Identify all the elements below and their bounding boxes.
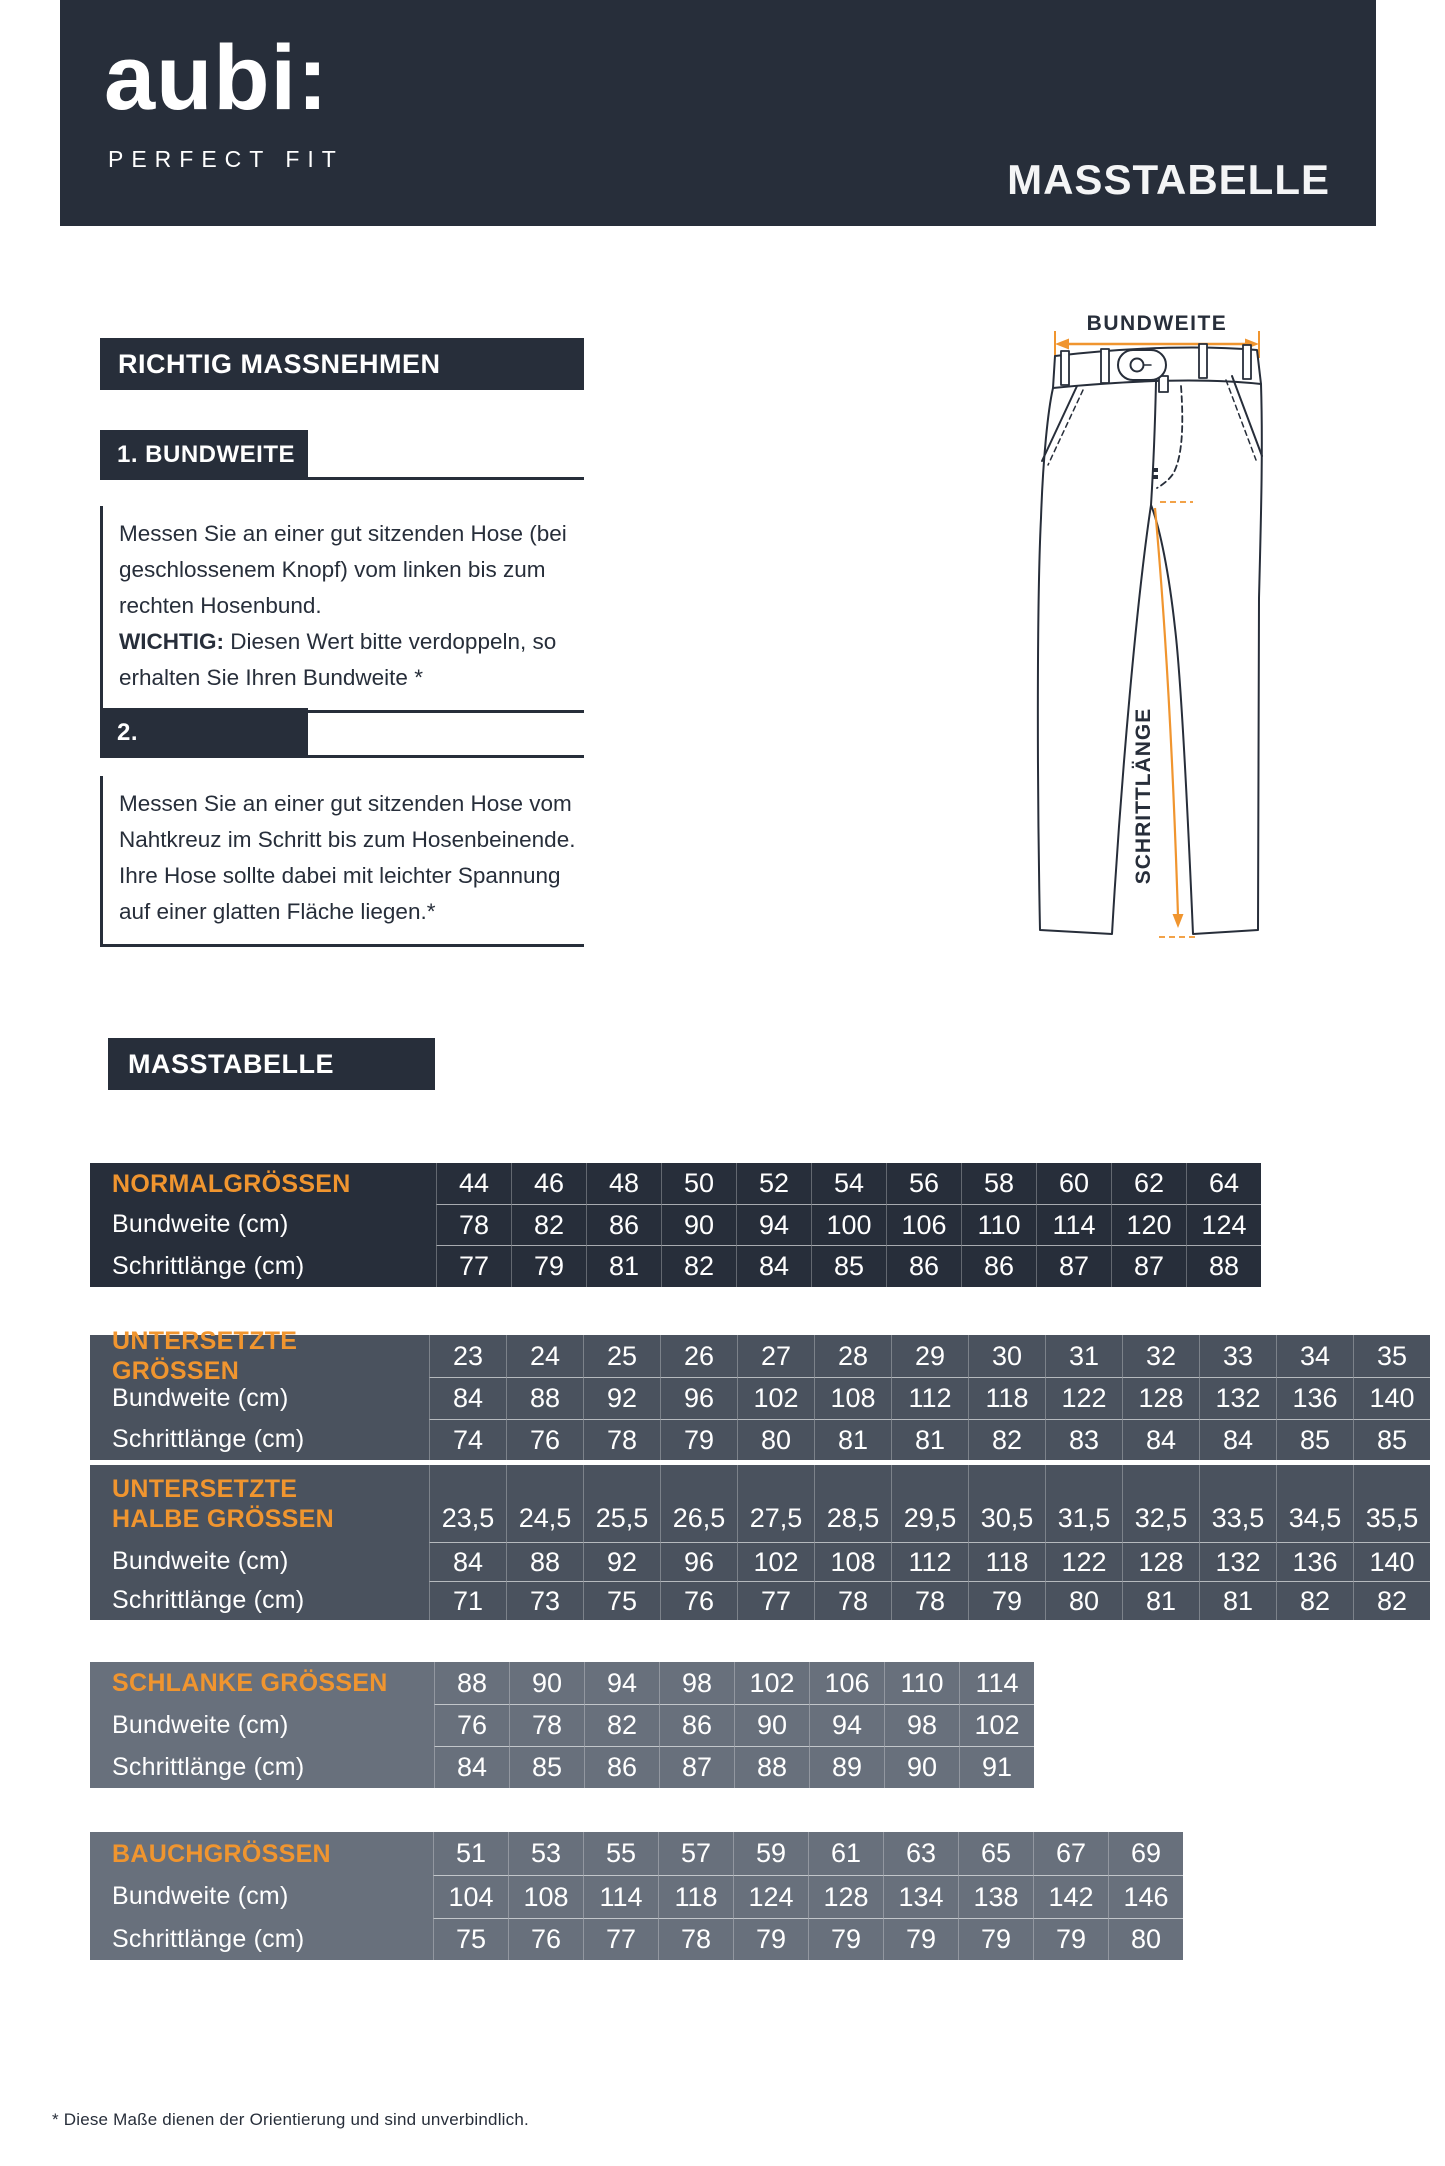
table-group-label: SCHLANKE GRÖSSEN xyxy=(112,1669,388,1697)
table-size-cell: 29 xyxy=(891,1335,968,1377)
table-size-cell: 62 xyxy=(1111,1163,1186,1204)
table-value-cell: 79 xyxy=(958,1918,1033,1960)
table-value-cell: 86 xyxy=(659,1704,734,1746)
table-size-cell: 65 xyxy=(958,1832,1033,1875)
table-row-label: Schrittlänge (cm) xyxy=(112,1251,305,1280)
table-value-cell: 77 xyxy=(583,1918,658,1960)
table-value-cell: 134 xyxy=(883,1875,958,1918)
table-value-cell: 86 xyxy=(886,1245,961,1287)
table-size-cell: 98 xyxy=(659,1662,734,1704)
table-value-cell: 102 xyxy=(737,1542,814,1581)
table-value-cell: 81 xyxy=(814,1419,891,1460)
table-row-label: Schrittlänge (cm) xyxy=(112,1425,305,1453)
table-size-cell: 44 xyxy=(436,1163,511,1204)
table-value-cell: 124 xyxy=(733,1875,808,1918)
table-size-cell: 31 xyxy=(1045,1335,1122,1377)
table-row-label: Bundweite (cm) xyxy=(112,1882,289,1910)
table-size-cell: 51 xyxy=(433,1832,508,1875)
table-value-cell: 76 xyxy=(434,1704,509,1746)
table-value-cell: 84 xyxy=(736,1245,811,1287)
table-size-cell: 23 xyxy=(429,1335,506,1377)
table-value-cell: 84 xyxy=(434,1746,509,1788)
step1-text-important xyxy=(119,624,582,696)
table-value-cell: 112 xyxy=(891,1542,968,1581)
step1-heading-rule xyxy=(100,477,584,480)
table-value-cell: 136 xyxy=(1276,1542,1353,1581)
step2-heading-row xyxy=(100,708,584,796)
table-value-cell: 74 xyxy=(429,1419,506,1460)
table-size-cell: 90 xyxy=(509,1662,584,1704)
table-value-cell: 85 xyxy=(509,1746,584,1788)
table-size-cell: 94 xyxy=(584,1662,659,1704)
table-size-cell: 59 xyxy=(733,1832,808,1875)
table-value-cell: 136 xyxy=(1276,1377,1353,1419)
brand-header xyxy=(60,0,1376,226)
table-value-cell: 84 xyxy=(1199,1419,1276,1460)
size-table-normalgroessen xyxy=(90,1163,1261,1287)
table-value-cell: 110 xyxy=(961,1204,1036,1245)
table-value-cell: 91 xyxy=(959,1746,1034,1788)
table-value-cell: 108 xyxy=(814,1542,891,1581)
table-value-cell: 140 xyxy=(1353,1377,1430,1419)
table-size-cell: 25 xyxy=(583,1335,660,1377)
step1-heading-row xyxy=(100,430,584,480)
table-size-cell: 34 xyxy=(1276,1335,1353,1377)
table-value-cell: 120 xyxy=(1111,1204,1186,1245)
table-size-cell: 64 xyxy=(1186,1163,1261,1204)
table-value-cell: 102 xyxy=(959,1704,1034,1746)
table-value-cell: 142 xyxy=(1033,1875,1108,1918)
table-value-cell: 94 xyxy=(809,1704,884,1746)
table-row-label: Bundweite (cm) xyxy=(112,1383,289,1412)
bundweite-label: BUNDWEITE xyxy=(1086,312,1228,335)
table-value-cell: 128 xyxy=(808,1875,883,1918)
step2-text-line: Messen Sie an einer gut sitzenden Hose vom Nahtkreuz im Schritt bis zum Hosenbeinende. Ihre Hose sollte dabei mit leichter Spannung auf einer glatten Fläche liegen.* xyxy=(119,791,576,924)
table-value-cell: 124 xyxy=(1186,1204,1261,1245)
size-table-untersetzte-groessen xyxy=(90,1327,1430,1460)
table-value-cell: 76 xyxy=(508,1918,583,1960)
table-value-cell: 92 xyxy=(583,1377,660,1419)
table-value-cell: 79 xyxy=(660,1419,737,1460)
table-value-cell: 87 xyxy=(1111,1245,1186,1287)
table-value-cell: 79 xyxy=(808,1918,883,1960)
table-value-cell: 96 xyxy=(660,1542,737,1581)
table-value-cell: 104 xyxy=(433,1875,508,1918)
table-value-cell: 106 xyxy=(886,1204,961,1245)
table-value-cell: 81 xyxy=(586,1245,661,1287)
table-size-cell: 33,5 xyxy=(1199,1465,1276,1542)
table-value-cell: 79 xyxy=(968,1581,1045,1620)
table-value-cell: 77 xyxy=(436,1245,511,1287)
table-row-label: Bundweite (cm) xyxy=(112,1547,289,1575)
table-size-cell: 23,5 xyxy=(429,1465,506,1542)
size-table-bauchgroessen xyxy=(90,1832,1183,1960)
table-size-cell: 63 xyxy=(883,1832,958,1875)
table-value-cell: 80 xyxy=(737,1419,814,1460)
section-title-masstabelle: MASSTABELLE xyxy=(108,1038,435,1090)
table-value-cell: 79 xyxy=(511,1245,586,1287)
table-size-cell: 55 xyxy=(583,1832,658,1875)
footnote: * Diese Maße dienen der Orientierung und sind unverbindlich. xyxy=(52,2110,529,2129)
table-value-cell: 132 xyxy=(1199,1377,1276,1419)
table-value-cell: 75 xyxy=(433,1918,508,1960)
table-size-cell: 88 xyxy=(434,1662,509,1704)
step1-heading: 1. BUNDWEITE xyxy=(100,430,308,480)
table-value-cell: 82 xyxy=(511,1204,586,1245)
table-value-cell: 80 xyxy=(1108,1918,1183,1960)
table-value-cell: 86 xyxy=(586,1204,661,1245)
table-value-cell: 122 xyxy=(1045,1542,1122,1581)
table-size-cell: 106 xyxy=(809,1662,884,1704)
step1-important-text: Diesen Wert bitte verdoppeln, so erhalten Sie Ihren Bundweite * xyxy=(119,629,557,690)
table-group-label: UNTERSETZTE GRÖSSEN xyxy=(112,1327,298,1385)
brand-logo: aubi: xyxy=(104,27,329,129)
table-value-cell: 77 xyxy=(737,1581,814,1620)
table-size-cell: 29,5 xyxy=(891,1465,968,1542)
table-size-cell: 28 xyxy=(814,1335,891,1377)
table-size-cell: 32,5 xyxy=(1122,1465,1199,1542)
section-title-richtig-massnehmen: RICHTIG MASSNEHMEN xyxy=(100,338,584,390)
table-size-cell: 53 xyxy=(508,1832,583,1875)
table-value-cell: 78 xyxy=(436,1204,511,1245)
step1-important-label: WICHTIG: xyxy=(119,629,224,654)
table-value-cell: 82 xyxy=(968,1419,1045,1460)
pants-diagram xyxy=(985,298,1315,990)
table-value-cell: 118 xyxy=(968,1542,1045,1581)
table-value-cell: 88 xyxy=(734,1746,809,1788)
table-group-label: BAUCHGRÖSSEN xyxy=(112,1839,331,1868)
table-size-cell: 67 xyxy=(1033,1832,1108,1875)
table-value-cell: 84 xyxy=(429,1542,506,1581)
table-value-cell: 88 xyxy=(1186,1245,1261,1287)
table-value-cell: 100 xyxy=(811,1204,886,1245)
table-size-cell: 61 xyxy=(808,1832,883,1875)
table-size-cell: 27 xyxy=(737,1335,814,1377)
table-value-cell: 85 xyxy=(1353,1419,1430,1460)
table-value-cell: 81 xyxy=(1199,1581,1276,1620)
table-value-cell: 82 xyxy=(661,1245,736,1287)
table-row-label: Bundweite (cm) xyxy=(112,1710,289,1739)
table-value-cell: 132 xyxy=(1199,1542,1276,1581)
table-value-cell: 118 xyxy=(658,1875,733,1918)
table-size-cell: 52 xyxy=(736,1163,811,1204)
table-value-cell: 81 xyxy=(891,1419,968,1460)
table-value-cell: 86 xyxy=(584,1746,659,1788)
table-size-cell: 54 xyxy=(811,1163,886,1204)
table-value-cell: 90 xyxy=(661,1204,736,1245)
table-value-cell: 78 xyxy=(814,1581,891,1620)
table-size-cell: 69 xyxy=(1108,1832,1183,1875)
table-value-cell: 94 xyxy=(736,1204,811,1245)
table-size-cell: 25,5 xyxy=(583,1465,660,1542)
table-value-cell: 88 xyxy=(506,1377,583,1419)
table-value-cell: 82 xyxy=(1276,1581,1353,1620)
table-value-cell: 78 xyxy=(658,1918,733,1960)
table-value-cell: 86 xyxy=(961,1245,1036,1287)
table-value-cell: 114 xyxy=(583,1875,658,1918)
table-size-cell: 34,5 xyxy=(1276,1465,1353,1542)
table-value-cell: 79 xyxy=(1033,1918,1108,1960)
table-value-cell: 90 xyxy=(884,1746,959,1788)
step2-heading: 2. SCHRITTLÄNGE xyxy=(100,708,308,758)
table-size-cell: 50 xyxy=(661,1163,736,1204)
table-value-cell: 122 xyxy=(1045,1377,1122,1419)
table-value-cell: 89 xyxy=(809,1746,884,1788)
table-value-cell: 87 xyxy=(1036,1245,1111,1287)
brand-tagline: PERFECT FIT xyxy=(108,146,344,172)
table-size-cell: 58 xyxy=(961,1163,1036,1204)
step1-text-line: Messen Sie an einer gut sitzenden Hose (bei geschlossenem Knopf) vom linken bis zum rechten Hosenbund. xyxy=(119,521,567,618)
table-value-cell: 140 xyxy=(1353,1542,1430,1581)
table-value-cell: 88 xyxy=(506,1542,583,1581)
table-value-cell: 112 xyxy=(891,1377,968,1419)
table-value-cell: 79 xyxy=(733,1918,808,1960)
table-value-cell: 82 xyxy=(1353,1581,1430,1620)
table-size-cell: 114 xyxy=(959,1662,1034,1704)
schrittlaenge-label: SCHRITTLÄNGE xyxy=(1132,707,1155,885)
table-value-cell: 82 xyxy=(584,1704,659,1746)
size-table-schlanke-groessen xyxy=(90,1662,1034,1788)
table-size-cell: 24,5 xyxy=(506,1465,583,1542)
table-row-label: Bundweite (cm) xyxy=(112,1210,289,1238)
table-value-cell: 114 xyxy=(1036,1204,1111,1245)
page-title: MASSTABELLE xyxy=(1007,156,1330,203)
table-size-cell: 35 xyxy=(1353,1335,1430,1377)
table-size-cell: 27,5 xyxy=(737,1465,814,1542)
table-value-cell: 76 xyxy=(660,1581,737,1620)
table-size-cell: 30,5 xyxy=(968,1465,1045,1542)
table-value-cell: 87 xyxy=(659,1746,734,1788)
table-value-cell: 85 xyxy=(1276,1419,1353,1460)
step2-instructions xyxy=(100,776,584,947)
table-value-cell: 78 xyxy=(583,1419,660,1460)
table-value-cell: 138 xyxy=(958,1875,1033,1918)
table-value-cell: 75 xyxy=(583,1581,660,1620)
table-size-cell: 28,5 xyxy=(814,1465,891,1542)
table-value-cell: 108 xyxy=(508,1875,583,1918)
table-value-cell: 73 xyxy=(506,1581,583,1620)
table-size-cell: 31,5 xyxy=(1045,1465,1122,1542)
table-value-cell: 79 xyxy=(883,1918,958,1960)
table-size-cell: 32 xyxy=(1122,1335,1199,1377)
table-value-cell: 128 xyxy=(1122,1542,1199,1581)
table-row-label: Schrittlänge (cm) xyxy=(112,1924,305,1953)
table-size-cell: 60 xyxy=(1036,1163,1111,1204)
table-group-label: UNTERSETZTE HALBE GRÖSSEN xyxy=(112,1475,334,1533)
step1-instructions xyxy=(100,506,584,713)
table-value-cell: 118 xyxy=(968,1377,1045,1419)
table-value-cell: 85 xyxy=(811,1245,886,1287)
table-size-cell: 24 xyxy=(506,1335,583,1377)
table-value-cell: 71 xyxy=(429,1581,506,1620)
table-size-cell: 33 xyxy=(1199,1335,1276,1377)
table-size-cell: 35,5 xyxy=(1353,1465,1430,1542)
table-value-cell: 128 xyxy=(1122,1377,1199,1419)
table-value-cell: 84 xyxy=(1122,1419,1199,1460)
table-value-cell: 78 xyxy=(891,1581,968,1620)
table-value-cell: 83 xyxy=(1045,1419,1122,1460)
table-value-cell: 146 xyxy=(1108,1875,1183,1918)
size-table-untersetzte-halbe-groessen xyxy=(90,1465,1430,1620)
table-size-cell: 46 xyxy=(511,1163,586,1204)
table-size-cell: 110 xyxy=(884,1662,959,1704)
step2-heading-rule xyxy=(100,755,584,758)
table-row-label: Schrittlänge (cm) xyxy=(112,1586,305,1614)
table-row-label: Schrittlänge (cm) xyxy=(112,1752,305,1781)
table-value-cell: 98 xyxy=(884,1704,959,1746)
table-value-cell: 92 xyxy=(583,1542,660,1581)
table-size-cell: 26 xyxy=(660,1335,737,1377)
table-size-cell: 56 xyxy=(886,1163,961,1204)
table-value-cell: 81 xyxy=(1122,1581,1199,1620)
table-value-cell: 96 xyxy=(660,1377,737,1419)
table-size-cell: 102 xyxy=(734,1662,809,1704)
table-size-cell: 26,5 xyxy=(660,1465,737,1542)
table-group-label: NORMALGRÖSSEN xyxy=(112,1169,351,1198)
table-value-cell: 84 xyxy=(429,1377,506,1419)
table-value-cell: 90 xyxy=(734,1704,809,1746)
table-value-cell: 108 xyxy=(814,1377,891,1419)
table-size-cell: 48 xyxy=(586,1163,661,1204)
table-size-cell: 57 xyxy=(658,1832,733,1875)
table-value-cell: 102 xyxy=(737,1377,814,1419)
table-value-cell: 80 xyxy=(1045,1581,1122,1620)
table-value-cell: 76 xyxy=(506,1419,583,1460)
table-size-cell: 30 xyxy=(968,1335,1045,1377)
table-value-cell: 78 xyxy=(509,1704,584,1746)
